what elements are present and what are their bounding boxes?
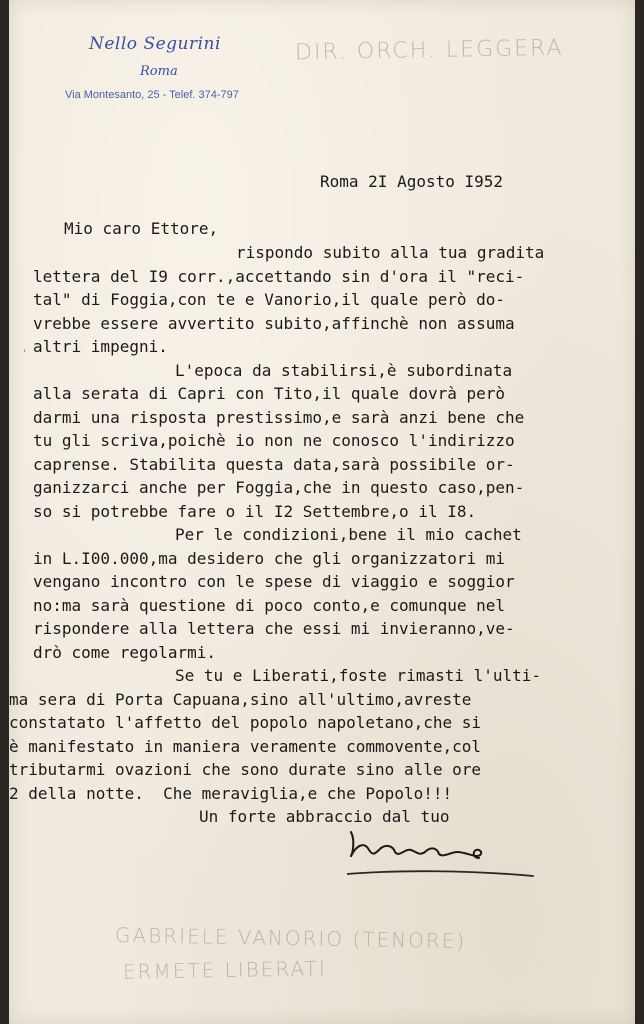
pencil-note-bottom-line1: GABRIELE VANORIO (TENORE) xyxy=(114,922,467,954)
letter-line: lettera del I9 corr.,accettando sin d'ora il "reci- xyxy=(33,266,525,286)
letterhead-name: Nello Segurini xyxy=(89,34,221,54)
letter-line: tributarmi ovazioni che sono durate sino alle ore xyxy=(9,760,482,779)
letter-line: no:ma sarà questione di poco conto,e comunque nel xyxy=(33,595,506,615)
letter-line: L'epoca da stabilirsi,è subordinata xyxy=(175,360,513,380)
letter-line: rispondere alla lettera che essi mi invieranno,ve- xyxy=(33,619,515,638)
pencil-note-bottom-line2: ERMETE LIBERATI xyxy=(122,956,327,984)
letter-line: darmi una risposta prestissimo,e sarà anzi bene che xyxy=(33,407,525,427)
letter-line: rispondo subito alla tua gradita xyxy=(236,243,545,262)
letter-line: è manifestato in maniera veramente commovente,col xyxy=(9,736,482,756)
margin-mark: ‚ xyxy=(23,343,27,354)
letter-line: 2 della notte. Che meraviglia,e che Popolo!!! xyxy=(9,783,453,803)
letter-line: tal" di Foggia,con te e Vanorio,il quale però do- xyxy=(33,290,506,309)
letter-line: Per le condizioni,bene il mio cachet xyxy=(175,525,522,544)
letter-greeting: Mio caro Ettore, xyxy=(64,219,219,238)
letter-line: drò come regolarmi. xyxy=(33,642,217,662)
letter-line: Se tu e Liberati,foste rimasti l'ulti- xyxy=(175,666,542,685)
letter-line: vengano incontro con le spese di viaggio e soggior xyxy=(33,572,515,591)
letter-page xyxy=(9,0,635,1024)
letter-line: so si potrebbe fare o il I2 Settembre,o il I8. xyxy=(33,501,477,521)
letter-body xyxy=(9,241,635,829)
pencil-note-top: DIR. ORCH. LEGGERA xyxy=(294,35,564,66)
letter-line: constatato l'affetto del popolo napoletano,che si xyxy=(9,713,482,732)
letterhead-city: Roma xyxy=(140,64,178,79)
letter-date: Roma 2I Agosto I952 xyxy=(320,172,504,191)
letter-line: ma sera di Porta Capuana,sino all'ultimo,avreste xyxy=(9,689,472,709)
letterhead-address: Via Montesanto, 25 - Telef. 374-797 xyxy=(65,89,239,101)
letter-line: ganizzarci anche per Foggia,che in questo caso,pen- xyxy=(33,478,525,497)
letter-line: Un forte abbraccio dal tuo xyxy=(199,807,450,826)
letter-line: tu gli scriva,poichè io non ne conosco l'indirizzo xyxy=(33,431,515,450)
handwritten-signature xyxy=(347,826,537,886)
letter-line: altri impegni. xyxy=(33,337,168,356)
letter-line: caprense. Stabilita questa data,sarà possibile or- xyxy=(33,454,515,474)
letter-line: vrebbe essere avvertito subito,affinchè non assuma xyxy=(33,313,515,333)
letter-line: alla serata di Capri con Tito,il quale dovrà però xyxy=(33,384,506,403)
letter-line: in L.I00.000,ma desidero che gli organizzatori mi xyxy=(33,548,506,568)
